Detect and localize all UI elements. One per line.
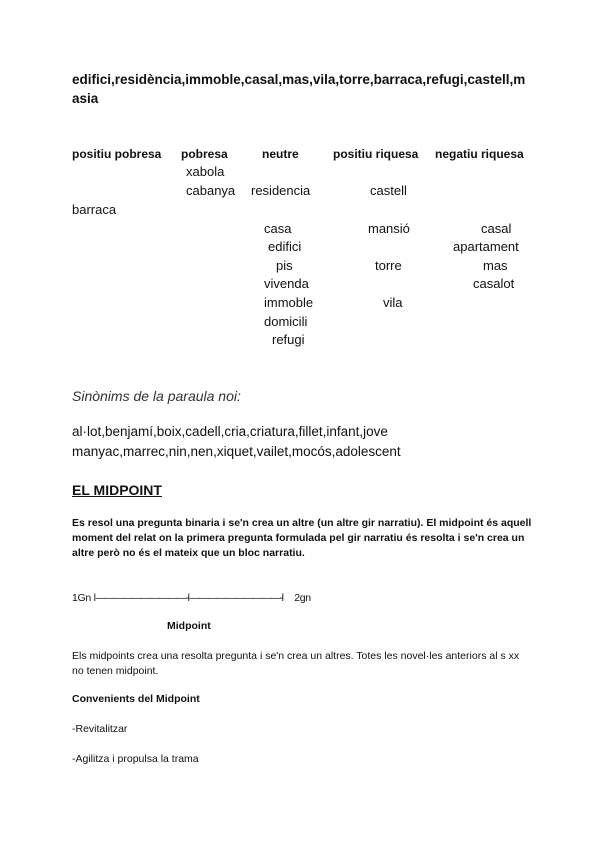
table-cell: barraca [72, 202, 117, 217]
table-cell: xabola [186, 164, 225, 179]
table-cell: vivenda [264, 276, 309, 291]
table-cell: casal [481, 221, 512, 236]
timeline-start: 1Gn l [72, 592, 96, 604]
table-cell: edifici [268, 239, 302, 254]
table-cell: casa [264, 221, 292, 236]
timeline-label: 2gn [294, 592, 311, 604]
midpoint-definition: Es resol una pregunta binaria i se'n crea un altre (un altre gir narratiu). El midpoint és aquell moment del relat on la primera pregunta formulada pel gir narratiu és resolta i se'n crea un altre però no és el mateix que un bloc narratiu. [72, 517, 532, 559]
table-cell: refugi [272, 332, 305, 347]
list-item: -Revitalitzar [72, 723, 128, 735]
synonyms-line: manyac,marrec,nin,nen,xiquet,vailet,mocós,adolescent [72, 444, 401, 459]
table-cell: vila [383, 295, 403, 310]
timeline-end: l [281, 592, 284, 604]
col-header-pobresa: pobresa [181, 147, 228, 161]
midpoint-timeline [72, 592, 311, 604]
midpoint-label: Midpoint [167, 620, 211, 632]
timeline-dashes: ——————————- [189, 592, 282, 604]
table-cell: apartament [453, 239, 519, 254]
table-cell: domicili [264, 314, 308, 329]
table-cell: residencia [251, 183, 311, 198]
conveniences-heading: Convenients del Midpoint [72, 693, 200, 705]
col-header-neutre: neutre [262, 147, 299, 161]
timeline-mid: l [187, 592, 190, 604]
table-cell: torre [375, 258, 402, 273]
synonyms-heading: Sinònims de la paraula noi: [72, 388, 241, 404]
table-cell: casalot [473, 276, 515, 291]
list-item: -Agilitza i propulsa la trama [72, 753, 199, 765]
table-cell: castell [370, 183, 407, 198]
table-cell: immoble [264, 295, 314, 310]
timeline-dashes: ——————————- [95, 592, 188, 604]
table-cell: mansió [368, 221, 410, 236]
col-header-negatiu-riquesa: negatiu riquesa [435, 147, 524, 161]
midpoint-paragraph: Els midpoints crea una resolta pregunta i se'n crea un altres. Totes les novel·les anteriors al s xx no tenen midpoint. [72, 650, 520, 677]
col-header-positiu-pobresa: positiu pobresa [72, 147, 162, 161]
synonyms-line: al·lot,benjamí,boix,cadell,cria,criatura,fillet,infant,jove [72, 424, 388, 439]
table-cell: mas [483, 258, 508, 273]
midpoint-heading: EL MIDPOINT [72, 482, 162, 498]
col-header-positiu-riquesa: positiu riquesa [333, 147, 419, 161]
table-cell: cabanya [186, 183, 236, 198]
words-list-heading: edifici,residència,immoble,casal,mas,vila,torre,barraca,refugi,castell,masia [72, 72, 526, 106]
table-cell: pis [276, 258, 293, 273]
